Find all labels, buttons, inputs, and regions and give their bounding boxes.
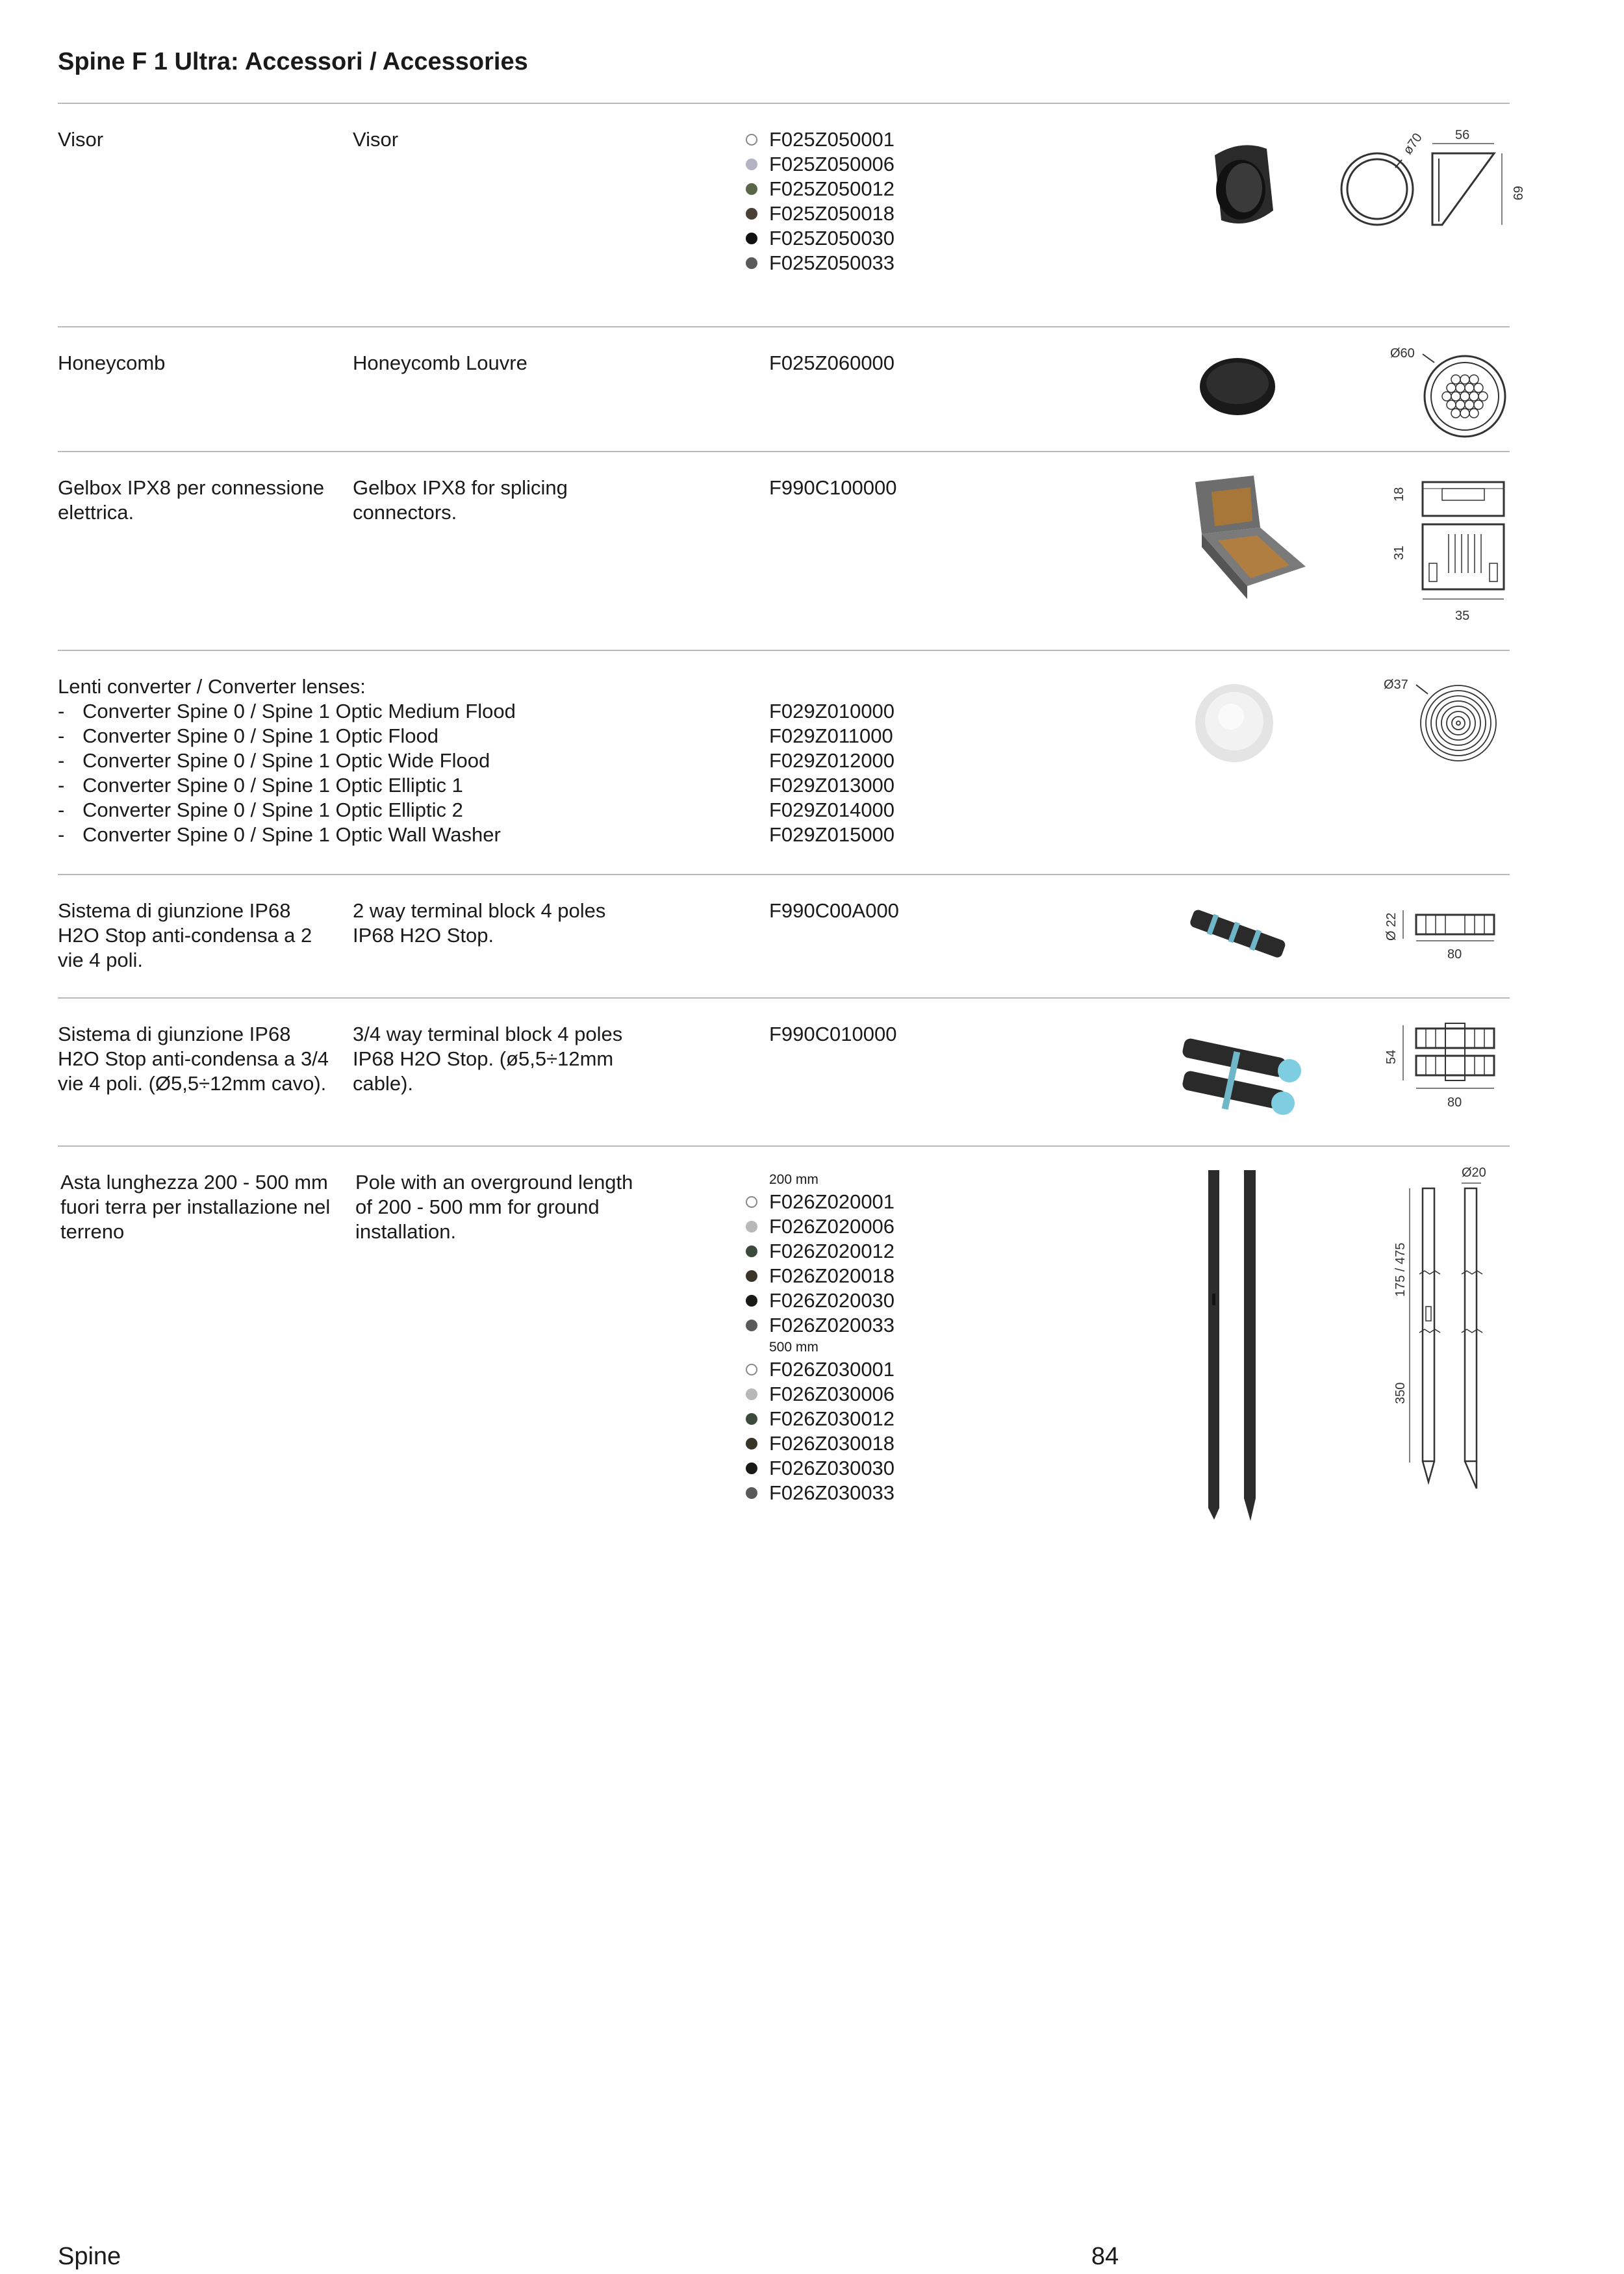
color-swatch-brown [746, 1270, 757, 1282]
code-list [746, 899, 1019, 923]
color-swatch-green [746, 183, 757, 195]
description-en: Honeycomb Louvre [353, 351, 527, 374]
group-label-200: 200 mm [769, 1172, 818, 1187]
code-list [746, 699, 1019, 847]
list-item: F026Z030012 [746, 1407, 1019, 1431]
code-list [746, 1170, 1019, 1505]
gelbox-width-label: 35 [1455, 609, 1470, 623]
description-en: Gelbox IPX8 for splicing connectors. [353, 476, 568, 524]
pole-drawing [1384, 1157, 1514, 1508]
honeycomb-diameter-label: Ø60 [1390, 346, 1415, 361]
list-item: F026Z020006 [746, 1214, 1019, 1239]
junction-2-way-diameter-label: Ø 22 [1384, 912, 1399, 941]
lens-photo [1192, 681, 1276, 765]
code-list [746, 1022, 1019, 1047]
list-item: F026Z030018 [746, 1431, 1019, 1456]
lens-list [58, 674, 707, 847]
junction-2-way-photo [1182, 899, 1293, 970]
list-item: F026Z020033 [746, 1313, 1019, 1338]
junction-3-4-way-length-label: 80 [1447, 1095, 1462, 1110]
color-swatch-grey [746, 1388, 757, 1400]
gelbox-top-height-label: 18 [1392, 487, 1406, 502]
color-swatch-green [746, 1246, 757, 1257]
divider [58, 874, 1510, 875]
color-swatch-grey [746, 159, 757, 170]
list-item: - Converter Spine 0 / Spine 1 Optic Wide Flood [58, 749, 490, 772]
honeycomb-photo [1195, 351, 1280, 422]
description-it: Sistema di giunzione IP68 H2O Stop anti-condensa a 2 vie 4 poli. [58, 899, 312, 971]
list-item: F025Z050018 [746, 201, 1019, 226]
color-swatch-anthracite [746, 1487, 757, 1499]
gelbox-drawing [1384, 469, 1520, 638]
description-it: Asta lunghezza 200 - 500 mm fuori terra per installazione nel terreno [60, 1171, 331, 1243]
divider [58, 326, 1510, 327]
color-swatch-brown [746, 1438, 757, 1450]
junction-3-4-way-height-label: 54 [1384, 1049, 1399, 1064]
list-item: F029Z014000 [769, 798, 895, 821]
list-item: F029Z010000 [769, 700, 895, 722]
list-item: F025Z050006 [746, 152, 1019, 177]
lens-diameter-label: Ø37 [1384, 678, 1408, 692]
visor-diameter-label: ø70 [1401, 131, 1425, 158]
divider [58, 650, 1510, 651]
visor-height-label: 69 [1510, 186, 1525, 201]
description-it: Sistema di giunzione IP68 H2O Stop anti-condensa a 3/4 vie 4 poli. (Ø5,5÷12mm cavo). [58, 1023, 329, 1095]
code-list [746, 476, 1019, 500]
divider [58, 451, 1510, 452]
page-title: Spine F 1 Ultra: Accessori / Accessories [58, 48, 528, 75]
visor-width-label: 56 [1455, 128, 1470, 142]
description-en: 3/4 way terminal block 4 poles IP68 H2O Stop. (ø5,5÷12mm cable). [353, 1023, 623, 1095]
list-item: - Converter Spine 0 / Spine 1 Optic Wall Washer [58, 823, 501, 846]
lens-heading: Lenti converter / Converter lenses: [58, 675, 366, 698]
gelbox-bottom-height-label: 31 [1392, 545, 1406, 560]
color-swatch-black [746, 1463, 757, 1474]
color-swatch-anthracite [746, 257, 757, 269]
description-en: 2 way terminal block 4 poles IP68 H2O Stop. [353, 899, 606, 947]
list-item: F029Z015000 [769, 823, 895, 846]
divider [58, 1145, 1510, 1147]
list-item: - Converter Spine 0 / Spine 1 Optic Flood [58, 724, 438, 747]
junction-3-4-way-drawing [1377, 1016, 1520, 1113]
list-item: - Converter Spine 0 / Spine 1 Optic Medium Flood [58, 700, 516, 722]
color-swatch-black [746, 1295, 757, 1307]
description-it: Visor [58, 128, 104, 151]
list-item: F025Z050033 [746, 251, 1019, 275]
list-item: F026Z020030 [746, 1288, 1019, 1313]
color-swatch-brown [746, 208, 757, 220]
group-label-500: 500 mm [769, 1340, 818, 1355]
color-swatch-anthracite [746, 1320, 757, 1331]
color-swatch-white [746, 134, 757, 146]
junction-2-way-drawing [1377, 892, 1520, 964]
code-list [746, 351, 1019, 376]
divider [58, 103, 1510, 104]
list-item: F029Z013000 [769, 774, 895, 797]
list-item: F990C100000 [769, 476, 897, 499]
list-item: - Converter Spine 0 / Spine 1 Optic Elliptic 1 [58, 774, 463, 797]
pole-lower-length-label: 350 [1393, 1382, 1408, 1404]
color-swatch-black [746, 233, 757, 244]
list-item: F026Z030030 [746, 1456, 1019, 1481]
list-item: - Converter Spine 0 / Spine 1 Optic Elliptic 2 [58, 798, 463, 821]
list-item: F026Z030001 [746, 1357, 1019, 1382]
visor-photo [1195, 139, 1280, 230]
junction-3-4-way-photo [1169, 1035, 1312, 1126]
footer-brand: Spine [58, 2243, 121, 2270]
list-item: F025Z050001 [746, 127, 1019, 152]
junction-2-way-length-label: 80 [1447, 947, 1462, 962]
color-swatch-green [746, 1413, 757, 1425]
gelbox-photo [1182, 469, 1312, 606]
list-item: F026Z020018 [746, 1264, 1019, 1288]
color-swatch-grey [746, 1221, 757, 1233]
list-item: F990C010000 [769, 1023, 897, 1045]
list-item: F025Z050012 [746, 177, 1019, 201]
code-list [746, 127, 1019, 275]
list-item: F026Z030006 [746, 1382, 1019, 1407]
description-it: Honeycomb [58, 351, 166, 374]
pole-upper-length-label: 175 / 475 [1393, 1242, 1408, 1297]
description-en: Pole with an overground length of 200 - 500 mm for ground installation. [355, 1171, 633, 1243]
list-item: F025Z050030 [746, 226, 1019, 251]
visor-drawing [1325, 127, 1525, 238]
lens-drawing [1377, 668, 1507, 765]
list-item: F026Z030033 [746, 1481, 1019, 1505]
color-swatch-white [746, 1364, 757, 1375]
pole-photo [1205, 1170, 1263, 1521]
list-item: F026Z020001 [746, 1190, 1019, 1214]
color-swatch-white [746, 1196, 757, 1208]
honeycomb-drawing [1384, 338, 1527, 442]
divider [58, 997, 1510, 999]
pole-diameter-label: Ø20 [1462, 1166, 1486, 1180]
list-item: F029Z011000 [769, 724, 893, 747]
page-number: 84 [1091, 2243, 1119, 2270]
description-it: Gelbox IPX8 per connessione elettrica. [58, 476, 325, 524]
list-item: F025Z060000 [769, 351, 895, 374]
list-item: F029Z012000 [769, 749, 895, 772]
list-item: F026Z020012 [746, 1239, 1019, 1264]
description-en: Visor [353, 128, 399, 151]
list-item: F990C00A000 [769, 899, 899, 922]
